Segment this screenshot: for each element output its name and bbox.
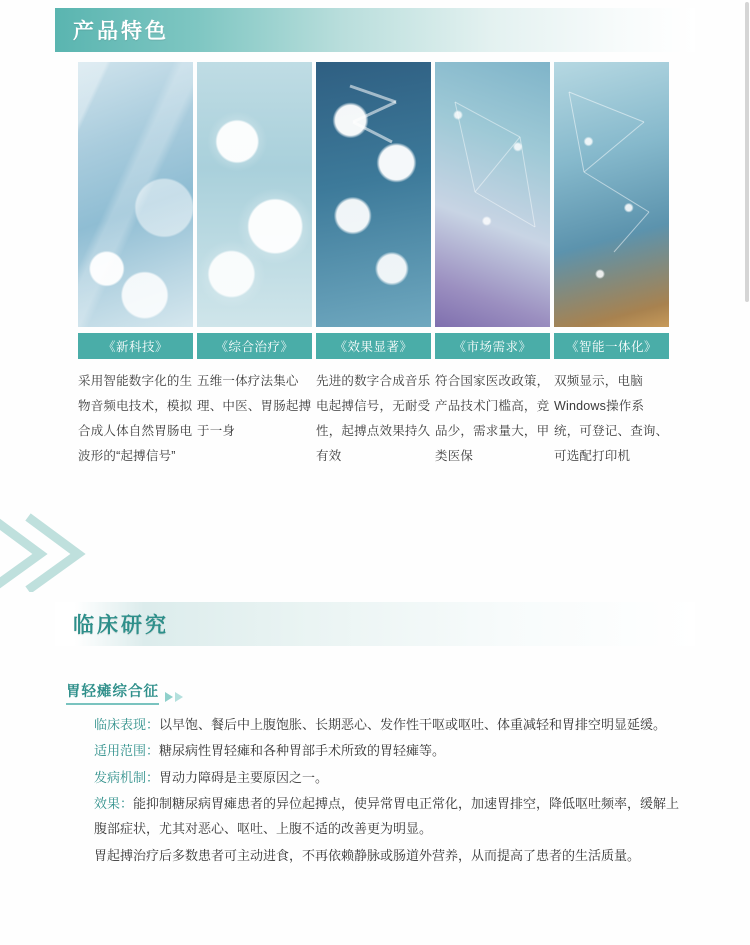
clinical-item bbox=[66, 791, 691, 842]
clinical-item-label: 适用范围： bbox=[94, 743, 160, 759]
feature-column bbox=[197, 62, 312, 469]
feature-text: 符合国家医改政策，产品技术门槛高，竞品少，需求量大，甲类医保 bbox=[435, 374, 550, 463]
clinical-closing: 胃起搏治疗后多数患者可主动进食，不再依赖静脉或肠道外营养，从而提高了患者的生活质量。 bbox=[94, 847, 641, 863]
feature-text: 先进的数字合成音乐电起搏信号，无耐受性，起搏点效果持久有效 bbox=[316, 374, 431, 463]
clinical-body bbox=[66, 712, 691, 869]
clinical-item bbox=[66, 712, 691, 737]
feature-label: 《效果显著》 bbox=[316, 333, 431, 359]
feature-label: 《市场需求》 bbox=[435, 333, 550, 359]
section-header-clinical bbox=[55, 602, 695, 646]
section-header-features bbox=[55, 8, 695, 52]
molecule-bonds-icon bbox=[316, 62, 431, 327]
feature-label: 《新科技》 bbox=[78, 333, 193, 359]
feature-text: 五维一体疗法集心理、中医、胃肠起搏于一身 bbox=[197, 374, 312, 438]
feature-label: 《智能一体化》 bbox=[554, 333, 669, 359]
section-title-features: 产品特色 bbox=[73, 20, 169, 43]
feature-image-molecule-bubbles bbox=[197, 62, 312, 327]
clinical-item-label: 发病机制： bbox=[94, 769, 160, 785]
clinical-subheading bbox=[66, 680, 183, 705]
clinical-item-text: 糖尿病性胃轻瘫和各种胃部手术所致的胃轻瘫等。 bbox=[159, 743, 446, 759]
feature-image-molecule-chain bbox=[316, 62, 431, 327]
clinical-item bbox=[66, 738, 691, 763]
clinical-item-text: 能抑制糖尿病胃瘫患者的异位起搏点，使异常胃电正常化，加速胃排空，降低呕吐频率，缓解上腹部症状，尤其对恶心、呕吐、上腹不适的改善更为明显。 bbox=[94, 796, 680, 837]
clinical-item bbox=[66, 765, 691, 790]
feature-column bbox=[554, 62, 669, 469]
feature-column bbox=[78, 62, 193, 469]
clinical-item-label: 效果： bbox=[94, 796, 134, 812]
feature-text: 采用智能数字化的生物音频电技术，模拟合成人体自然胃肠电波形的“起搏信号” bbox=[78, 374, 193, 463]
clinical-subheading-label: 胃轻瘫综合征 bbox=[66, 680, 159, 705]
scrollbar-thumb[interactable] bbox=[745, 2, 749, 302]
feature-column bbox=[316, 62, 431, 469]
chevron-decoration-icon bbox=[0, 512, 120, 592]
clinical-item-label: 临床表现： bbox=[94, 717, 160, 732]
feature-image-network-gold bbox=[554, 62, 669, 327]
feature-columns bbox=[78, 62, 673, 469]
feature-image-network-purple bbox=[435, 62, 550, 327]
arrow-decoration-icon bbox=[165, 692, 183, 705]
feature-text: 双频显示，电脑Windows操作系统，可登记、查询、可选配打印机 bbox=[554, 374, 669, 463]
section-title-clinical: 临床研究 bbox=[73, 614, 169, 637]
feature-image-lab-photo bbox=[78, 62, 193, 327]
network-lines-icon bbox=[554, 62, 669, 327]
network-lines-icon bbox=[435, 62, 550, 327]
page-scrollbar[interactable] bbox=[745, 0, 749, 945]
feature-label: 《综合治疗》 bbox=[197, 333, 312, 359]
feature-column bbox=[435, 62, 550, 469]
clinical-item-text: 以早饱、餐后中上腹饱胀、长期恶心、发作性干呕或呕吐、体重减轻和胃排空明显延缓。 bbox=[159, 717, 667, 732]
clinical-item-text: 胃动力障碍是主要原因之一。 bbox=[159, 769, 329, 785]
